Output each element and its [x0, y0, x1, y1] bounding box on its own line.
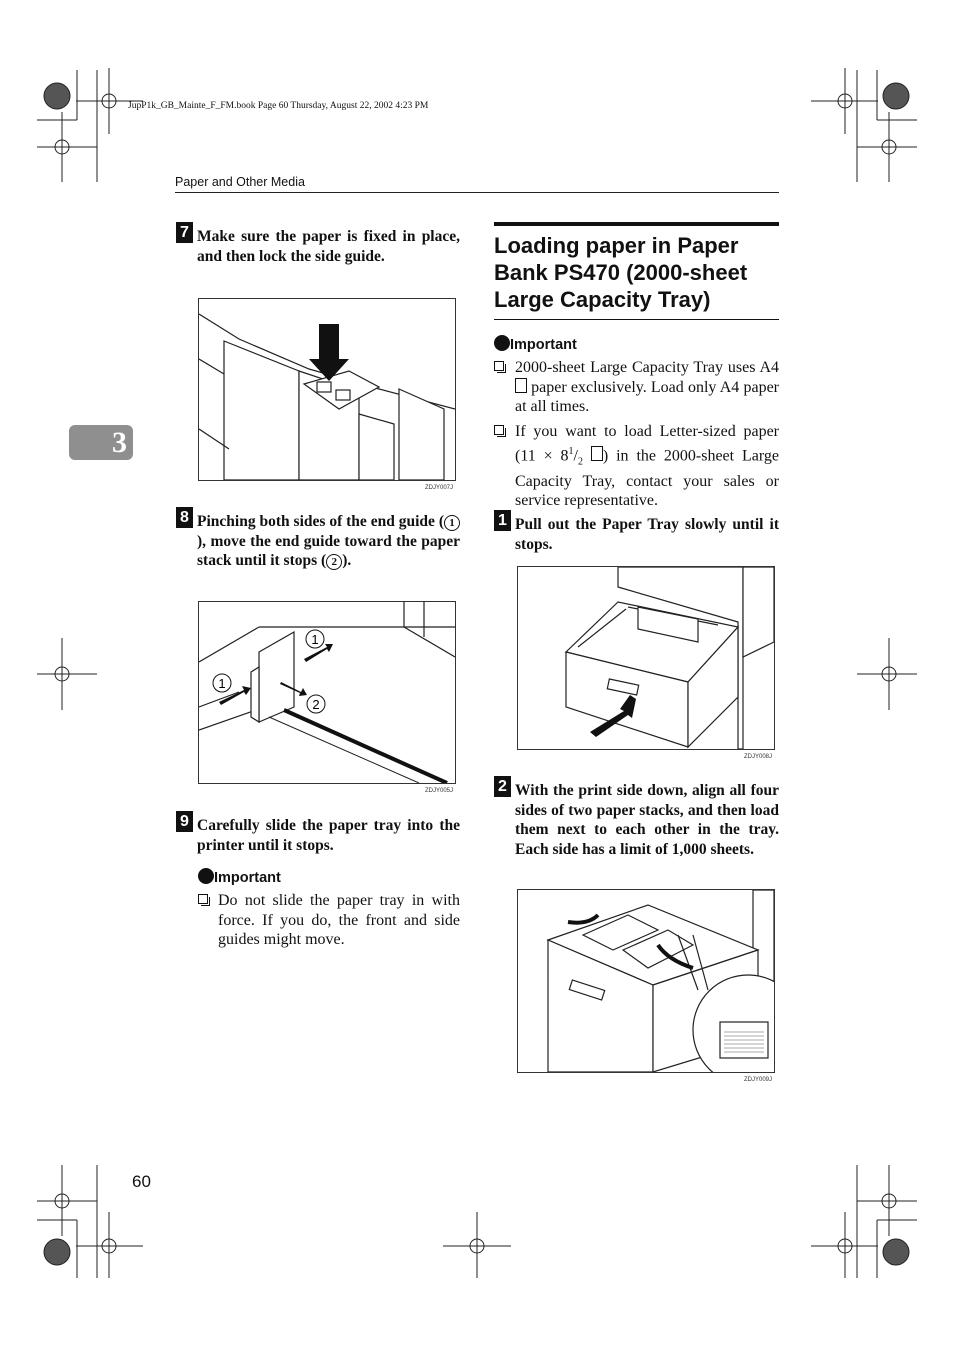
checkbox-bullet-icon — [198, 894, 208, 904]
portrait-paper-icon — [591, 446, 603, 461]
important-item-left: Do not slide the paper tray in with force. If you do, the front and side guides might move. — [198, 891, 460, 950]
figure-side-guide-lock — [198, 298, 456, 491]
section-title: Loading paper in Paper Bank PS470 (2000-sheet Large Capacity Tray) — [494, 233, 748, 312]
figure-code: ZDJY005J — [424, 788, 453, 794]
running-head: Paper and Other Media — [175, 175, 305, 189]
side-guide-illustration — [199, 299, 455, 480]
step-8-number: 8 — [176, 507, 193, 528]
step-7-text: Make sure the paper is fixed in place, and then lock the side guide. — [197, 228, 460, 265]
step-2-number: 2 — [494, 776, 511, 797]
fig-callout-1-right: 1 — [311, 632, 319, 647]
end-guide-illustration — [199, 602, 455, 783]
section-top-rule — [494, 222, 779, 226]
step-9-number: 9 — [176, 811, 193, 832]
figure-code: ZDJY009J — [743, 1077, 772, 1083]
portrait-paper-icon — [515, 378, 527, 393]
step-9-text: Carefully slide the paper tray into the printer until it stops. — [197, 817, 460, 854]
fig-callout-2: 2 — [312, 697, 320, 712]
figure-end-guide — [198, 601, 456, 794]
section-bottom-rule — [494, 319, 779, 320]
step-2-text: With the print side down, align all four sides of two paper stacks, and then load them next to each other in the tray. Each side has a limit of 1,000 sheets. — [515, 782, 779, 858]
print-slug: JupP1k_GB_Mainte_F_FM.book Page 60 Thursday, August 22, 2002 4:23 PM — [128, 101, 429, 111]
callout-1: 1 — [444, 515, 460, 531]
important-item-letter: If you want to load Letter-sized paper ($11 \times 8^1/_2$ ) in the 2000-sheet Large Capacity Tray, contact your sales or service representative. — [494, 422, 779, 511]
fig-callout-1-left: 1 — [218, 676, 226, 691]
chapter-tab: 3 — [69, 425, 133, 460]
important-item-a4: 2000-sheet Large Capacity Tray uses A4 paper exclusively. Load only A4 paper at all times. — [494, 358, 779, 417]
page-number: 60 — [132, 1172, 151, 1191]
figure-pull-tray — [517, 566, 775, 760]
step-8-text: Pinching both sides of the end guide ( 1), move the end guide toward the paper stack until it stops ( 2 ). — [197, 513, 460, 570]
header-rule — [175, 192, 779, 193]
pull-tray-illustration — [518, 567, 774, 749]
load-paper-illustration — [518, 890, 774, 1072]
callout-2: 2 — [326, 554, 342, 570]
checkbox-bullet-icon — [494, 425, 504, 435]
important-icon — [494, 335, 510, 351]
step-1-text: Pull out the Paper Tray slowly until it stops. — [515, 516, 779, 553]
figure-load-paper — [517, 889, 775, 1083]
important-notice-right: Important — [494, 335, 577, 354]
step-7-number: 7 — [176, 222, 193, 243]
important-icon — [198, 868, 214, 884]
step-1-number: 1 — [494, 510, 511, 531]
figure-code: ZDJY007J — [424, 485, 453, 491]
checkbox-bullet-icon — [494, 361, 504, 371]
important-notice-left: Important — [198, 868, 281, 887]
figure-code: ZDJY008J — [743, 754, 772, 760]
